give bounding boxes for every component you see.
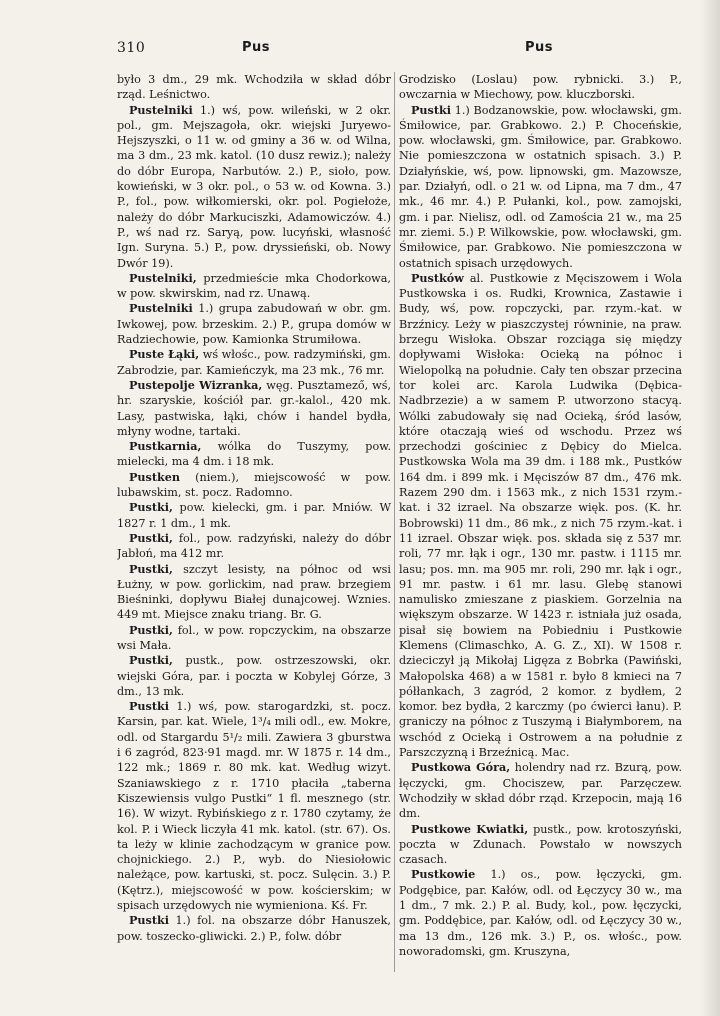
entry-text: Grodzisko (Loslau) pow. rybnicki. 3.) P., owczarnia w Miechowy, pow. kluczborski.: [399, 73, 682, 102]
entry-headword: Pustepolje Wizranka,: [129, 377, 263, 392]
entry-headword: Pustkowie: [411, 867, 476, 882]
entry-text: pow. kielecki, gm. i par. Mniów. W 1827 r. 1 dm., 1 mk.: [117, 501, 391, 530]
entry-text: al. Pustkowie z Męciszowem i Wola Pustkowska i os. Rudki, Krownica, Zastawie i Budy, wś, pow. ropczycki, par. rzym.-kat. w Brzźnicy. Leży w piaszczystej równinie, na praw. brzegu Wisłoka. Obszar rozciąga się między dopływami Wisłoka: Ocieką na północ i Wielopolką na południe. Cały ten obszar przecina tor kolei arc. Karola Ludwika (Dębica-Nadbrzezie) a w samem P. utworzono stacyą. Wólki zabudowały się nad Ocieką, śród lasów, które otaczają wieś od wschodu. Przez wś przechodzi gościniec z Dębicy do Mielca. Pustkowska Wola ma 39 dm. i 188 mk., Pustków 164 dm. i 899 mk. i Męciszów 87 dm., 476 mk. Razem 290 dm. i 1563 mk., z nich 1531 rzym.-kat. i 32 izrael. Na obszarze więk. pos. (K. hr. Bobrowski) 11 dm., 86 mk., z nich 75 rzym.-kat. i 11 izrael. Obszar więk. pos. składa się z 537 mr. roli, 77 mr. łąk i ogr., 130 mr. pastw. i 1115 mr. lasu; pos. mn. ma 905 mr. roli, 290 mr. łąk i ogr., 91 mr. pastw. i 61 mr. lasu. Glebę stanowi namulisko zmieszane z piaskiem. Gorzelnia na większym obszarze. W 1423 r. istniała już osada, pisał się bowiem na Pobiedniu i Pustkowie Klemens (Climaschko, A. G. Z., XI). W 1508 r. dzieciczył ją Mikołaj Ligęza z Bobrka (Pawiński, Małopolska 468) a w 1581 r. było 8 kmieci na 7 półłankach, 3 zagród, 2 komor. z bydłem, 2 komor. bez bydła, 2 karczmy (po ćwierci łanu). P. graniczy na północ z Tuszymą i Białymborem, na wschód z Ocieką i Ostrowem a na południe z Parszczyzną i Brzeźnicą. Mac.: [399, 271, 682, 760]
entry-text: wś włośc., pow. radzymiński, gm. Zabrodzie, par. Kamieńczyk, ma 23 mk., 76 mr.: [117, 348, 391, 377]
page-edge-shadow: [700, 0, 720, 1016]
entry-text: pustk., pow. krotoszyński, poczta w Zdunach. Powstało w nowszych czasach.: [399, 822, 682, 867]
dictionary-entry: [399, 867, 682, 959]
entry-text: szczyt lesisty, na północ od wsi Łużny, w pow. gorlickim, nad praw. brzegiem Bieśninki, dopływu Białej dunajcowej. Wznies. 449 mt. Miejsce znaku triang. Br. G.: [117, 562, 391, 622]
dictionary-entry: [117, 531, 391, 562]
entry-headword: Pustelniki: [129, 301, 193, 316]
dictionary-entry: [399, 72, 682, 103]
dictionary-entry: [117, 913, 391, 944]
entry-headword: Pustki,: [129, 622, 173, 637]
entry-text: 1.) grupa zabudowań w obr. gm. Iwkowej, pow. brzeskim. 2.) P., grupa domów w Radziechowie, pow. Kamionka Strumiłowa.: [117, 302, 391, 347]
entry-headword: Pustkowa Góra,: [411, 760, 511, 775]
dictionary-entry: [117, 271, 391, 302]
entry-headword: Puste Łąki,: [129, 347, 200, 362]
dictionary-entry: [399, 271, 682, 761]
entry-text: fol., pow. radzyński, należy do dóbr Jabłoń, ma 412 mr.: [117, 531, 391, 561]
left-column: [117, 72, 391, 972]
entry-headword: Pustkowe Kwiatki,: [411, 821, 529, 836]
entry-headword: Pustelniki: [129, 102, 193, 117]
left-running-head: Pus: [242, 40, 271, 55]
dictionary-entry: [399, 103, 682, 271]
right-running-head: Pus: [525, 40, 554, 55]
entry-text: 1.) wś, pow. wileński, w 2 okr. pol., gm. Mejszagoła, okr. wiejski Juryewo-Hejszyszki, o 11 w. od gminy a 36 w. od Wilna, ma 3 dm., 23 mk. katol. (10 dusz rewiz.); należy do dóbr Europa, Narbutów. 2.) P., sioło, pow. kowieński, w 3 okr. pol., o 53 w. od Kowna. 3.) P., fol., pow. wiłkomierski, okr. pol. Pogiełoże, należy do dóbr Markuciszki, Adamowiczów. 4.) P., wś nad rz. Saryą, pow. lucyński, własność Ign. Suryna. 5.) P., pow. dryssieński, ob. Nowy Dwór 19).: [117, 103, 391, 270]
page-number: 310: [117, 40, 146, 56]
entry-headword: Pustków: [411, 270, 464, 285]
dictionary-entry: [117, 347, 391, 378]
entry-headword: Pustkarnia,: [129, 439, 202, 454]
dictionary-entry: [399, 760, 682, 821]
dictionary-entry: [399, 822, 682, 868]
entry-text: pustk., pow. ostrzeszowski, okr. wiejski Góra, par. i poczta w Kobylej Górze, 3 dm., 13 mk.: [117, 654, 391, 698]
entry-text: fol., w pow. ropczyckim, na obszarze wsi Mała.: [117, 623, 391, 652]
dictionary-entry: [117, 623, 391, 654]
entry-text: 1.) Bodzanowskie, pow. włocławski, gm. Śmiłowice, par. Grabkowo. 2.) P. Choceńskie, pow. włocławski, gm. Śmiłowice, par. Grabkowo. Nie pomieszczona w ostatnich spisach. 3.) P. Działyńskie, wś, pow. lipnowski, gm. Mazowsze, par. Działyń, odl. o 21 w. od Lipna, ma 7 dm., 47 mk., 46 mr. 4.) P. Pułanki, kol., pow. zamojski, gm. i par. Nielisz, odl. od Zamościa 21 w., ma 25 mr. ziemi. 5.) P. Wilkowskie, pow. włocławski, gm. Śmiłowice, par. Grabkowo. Nie pomieszczona w ostatnich spisach urzędowych.: [399, 103, 682, 270]
entry-text: (niem.), miejscowość w pow. lubawskim, st. pocz. Radomno.: [117, 470, 391, 500]
dictionary-entry: [117, 103, 391, 271]
right-column: [399, 72, 682, 972]
entry-headword: Pustki: [411, 102, 452, 117]
dictionary-entry: [117, 500, 391, 531]
entry-headword: Pustki: [129, 699, 170, 714]
dictionary-entry: [117, 470, 391, 501]
dictionary-entry: [117, 439, 391, 470]
entry-text: przedmieście mka Chodorkowa, w pow. skwirskim, nad rz. Unawą.: [117, 271, 391, 301]
dictionary-entry: [117, 562, 391, 623]
entry-headword: Pustki,: [129, 653, 173, 668]
entry-text: holendry nad rz. Bzurą, pow. łęczycki, gm. Chociszew, par. Parzęczew. Wchodziły w skład dóbr rząd. Krzepocin, mają 16 dm.: [399, 761, 682, 821]
dictionary-entry: [117, 301, 391, 347]
dictionary-entry: [117, 72, 391, 103]
entry-headword: Pustelniki,: [129, 270, 197, 285]
entry-headword: Pustki,: [129, 530, 173, 545]
entry-headword: Pustki: [129, 913, 170, 928]
entry-headword: Pustki,: [129, 561, 173, 576]
entry-headword: Pustki,: [129, 500, 173, 515]
entry-headword: Pustken: [129, 469, 181, 484]
entry-text: 1.) os., pow. łęczycki, gm. Podgębice, par. Kałów, odl. od Łęczycy 30 w., ma 1 dm., 7 mk. 2.) P. al. Budy, kol., pow. łęczycki, gm. Poddębice, par. Kałów, odl. od Łęczycy 30 w., ma 13 dm., 126 mk. 3.) P., os. włośc., pow. noworadomski, gm. Kruszyna,: [399, 868, 682, 958]
dictionary-entry: [117, 699, 391, 913]
dictionary-entry: [117, 653, 391, 699]
entry-text: 1.) wś, pow. starogardzki, st. pocz. Karsin, par. kat. Wiele, 1³/₄ mili odl., ew. Mokre, odl. od Stargardu 5¹/₂ mili. Zawiera 3 gburstwa i 6 zagród, 823·91 magd. mr. W 1875 r. 14 dm., 122 mk.; 1869 r. 80 mk. kat. Według wizyt. Szaniawskiego z r. 1710 płaciła „taberna Kiszewiensis vulgo Pustki“ 1 fl. mesznego (str. 16). W wizyt. Rybińskiego z r. 1780 czytamy, że kol. P. i Wieck liczyła 41 mk. katol. (str. 67). Os. ta leży w klinie zachodzącym w granice pow. chojnickiego. 2.) P., wyb. do Niesiołowic należące, pow. kartuski, st. pocz. Sulęcin. 3.) P. (Kętrz.), miejscowość w pow. kościerskim; w spisach urzędowych nie wymieniona. Kś. Fr.: [117, 700, 391, 913]
entry-text: było 3 dm., 29 mk. Wchodziła w skład dóbr rząd. Leśnictwo.: [117, 73, 391, 102]
column-divider: [394, 72, 395, 972]
entry-text: węg. Pusztamező, wś, hr. szaryskie, kościół par. gr.-kalol., 420 mk. Lasy, pastwiska, łąki, chów i handel bydła, młyny wodne, tartaki.: [117, 378, 391, 438]
entry-text: wólka do Tuszymy, pow. mielecki, ma 4 dm. i 18 mk.: [117, 440, 391, 469]
dictionary-entry: [117, 378, 391, 439]
entry-text: 1.) fol. na obszarze dóbr Hanuszek, pow. toszecko-gliwicki. 2.) P., folw. dóbr: [117, 914, 391, 943]
